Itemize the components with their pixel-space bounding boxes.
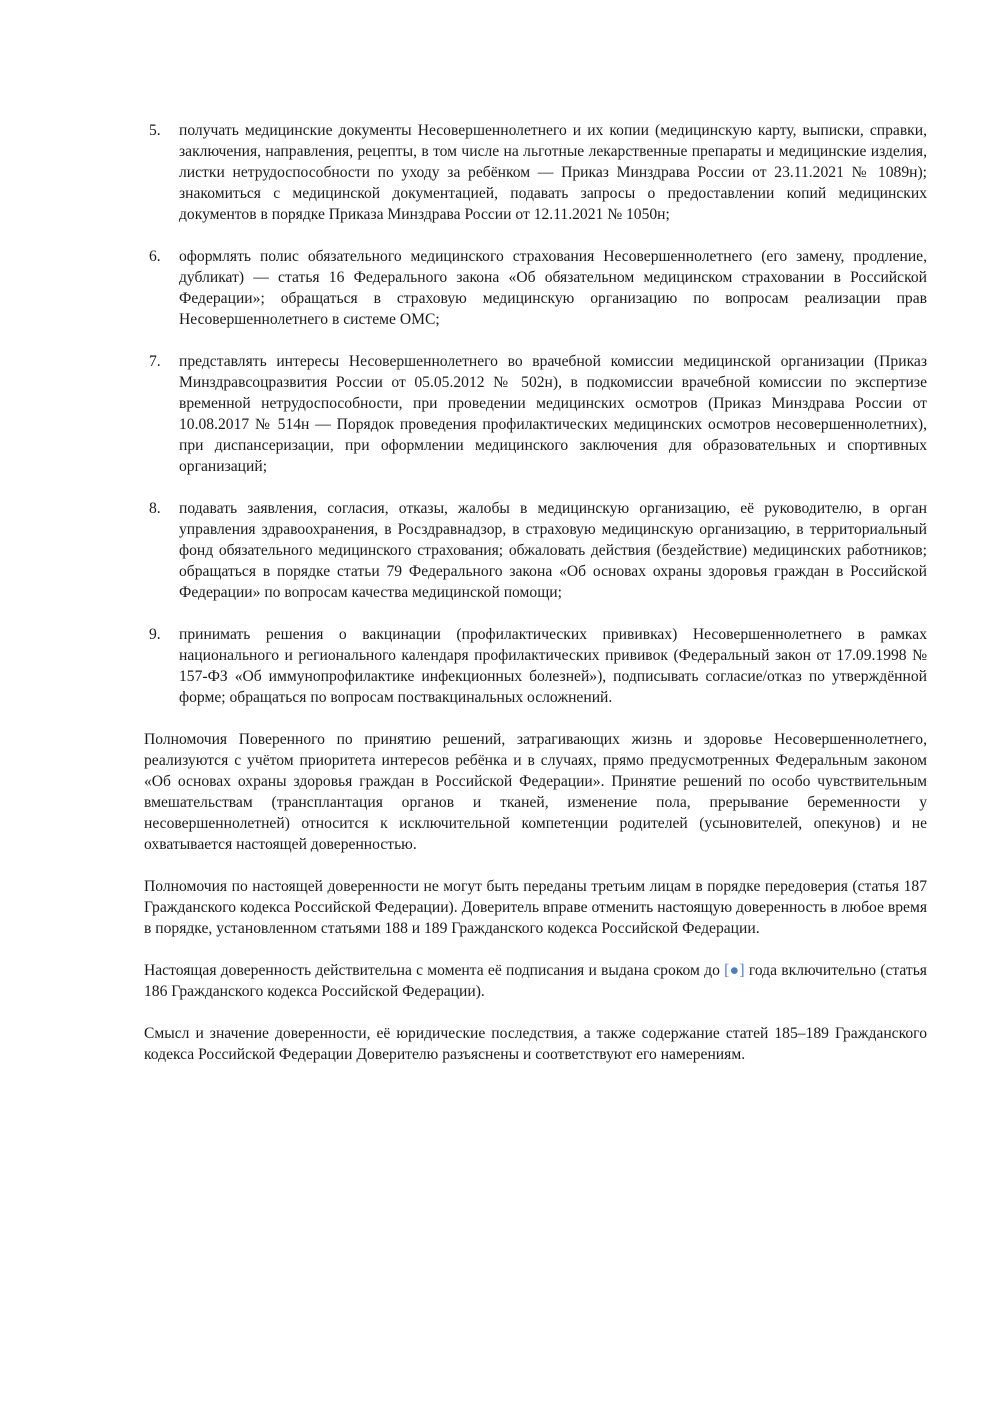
- list-item-number: 9.: [149, 626, 161, 643]
- validity-text-end: года включительно (статья 186 Гражданского кодекса Российской Федерации).: [144, 962, 927, 1000]
- list-item-text: получать медицинские документы Несовершеннолетнего и их копии (медицинскую карту, выписки, справки, заключения, направления, рецепты, в том числе на льготные лекарственные препараты и медицинские изделия, листки нетрудоспособности по уходу за ребёнком — Приказ Минздрава России от 23.11.2021 № 1089н); знакомиться с медицинской документацией, подавать запросы о предоставлении копий медицинских документов в порядке Приказа Минздрава России от 12.11.2021 № 1050н;: [179, 122, 927, 223]
- list-item: [144, 624, 927, 708]
- paragraph-no-substitution: Полномочия по настоящей доверенности не могут быть переданы третьим лицам в порядке передоверия (статья 187 Гражданского кодекса Российской Федерации). Доверитель вправе отменить настоящую доверенность в любое время в порядке, установленном статьями 188 и 189 Гражданского кодекса Российской Федерации.: [144, 878, 927, 937]
- date-placeholder[interactable]: [●]: [724, 962, 745, 979]
- list-item-number: 8.: [149, 500, 161, 517]
- list-item-number: 6.: [149, 248, 161, 265]
- list-item-text: подавать заявления, согласия, отказы, жалобы в медицинскую организацию, её руководителю, в орган управления здравоохранения, в Росздравнадзор, в страховую медицинскую организацию, в территориальный фонд обязательного медицинского страхования; обжаловать действия (бездействие) медицинских работников; обращаться в порядке статьи 79 Федерального закона «Об основах охраны здоровья граждан в Российской Федерации» по вопросам качества медицинской помощи;: [179, 500, 927, 601]
- list-item-text: оформлять полис обязательного медицинского страхования Несовершеннолетнего (его замену, продление, дубликат) — статья 16 Федерального закона «Об обязательном медицинском страховании в Российской Федерации»; обращаться в страховую медицинскую организацию по вопросам реализации прав Несовершеннолетнего в системе ОМС;: [179, 248, 927, 328]
- authority-list: [144, 120, 927, 708]
- paragraph-explanation: Смысл и значение доверенности, её юридические последствия, а также содержание статей 185–189 Гражданского кодекса Российской Федерации Доверителю разъяснены и соответствуют его намерениям.: [144, 1025, 927, 1063]
- list-item: [144, 120, 927, 225]
- list-item: [144, 498, 927, 603]
- list-item-text: принимать решения о вакцинации (профилактических прививках) Несовершеннолетнего в рамках национального и регионального календаря профилактических прививок (Федеральный закон от 17.09.1998 № 157-ФЗ «Об иммунопрофилактике инфекционных болезней»), подписывать согласие/отказ по утверждённой форме; обращаться по вопросам поствакцинальных осложнений.: [179, 626, 927, 706]
- list-item-number: 5.: [149, 122, 161, 139]
- list-item: [144, 351, 927, 477]
- list-item-text: представлять интересы Несовершеннолетнего во врачебной комиссии медицинской организации (Приказ Минздравсоцразвития России от 05.05.2012 № 502н), в подкомиссии врачебной комиссии по экспертизе временной нетрудоспособности, при проведении медицинских осмотров (Приказ Минздрава России от 10.08.2017 № 514н — Порядок проведения профилактических медицинских осмотров несовершеннолетних), при диспансеризации, при оформлении медицинского заключения для образовательных и спортивных организаций;: [179, 353, 927, 475]
- paragraph-validity: [144, 960, 927, 1002]
- validity-text-start: Настоящая доверенность действительна с момента её подписания и выдана сроком до: [144, 962, 725, 979]
- paragraph-decision-limits: Полномочия Поверенного по принятию решений, затрагивающих жизнь и здоровье Несовершеннолетнего, реализуются с учётом приоритета интересов ребёнка и в случаях, прямо предусмотренных Федеральным законом «Об основах охраны здоровья граждан в Российской Федерации». Принятие решений по особо чувствительным вмешательствам (трансплантация органов и тканей, изменение пола, прерывание беременности у несовершеннолетней) относится к исключительной компетенции родителей (усыновителей, опекунов) и не охватывается настоящей доверенностью.: [144, 731, 927, 853]
- document-page: [144, 120, 927, 1086]
- list-item-number: 7.: [149, 353, 161, 370]
- list-item: [144, 246, 927, 330]
